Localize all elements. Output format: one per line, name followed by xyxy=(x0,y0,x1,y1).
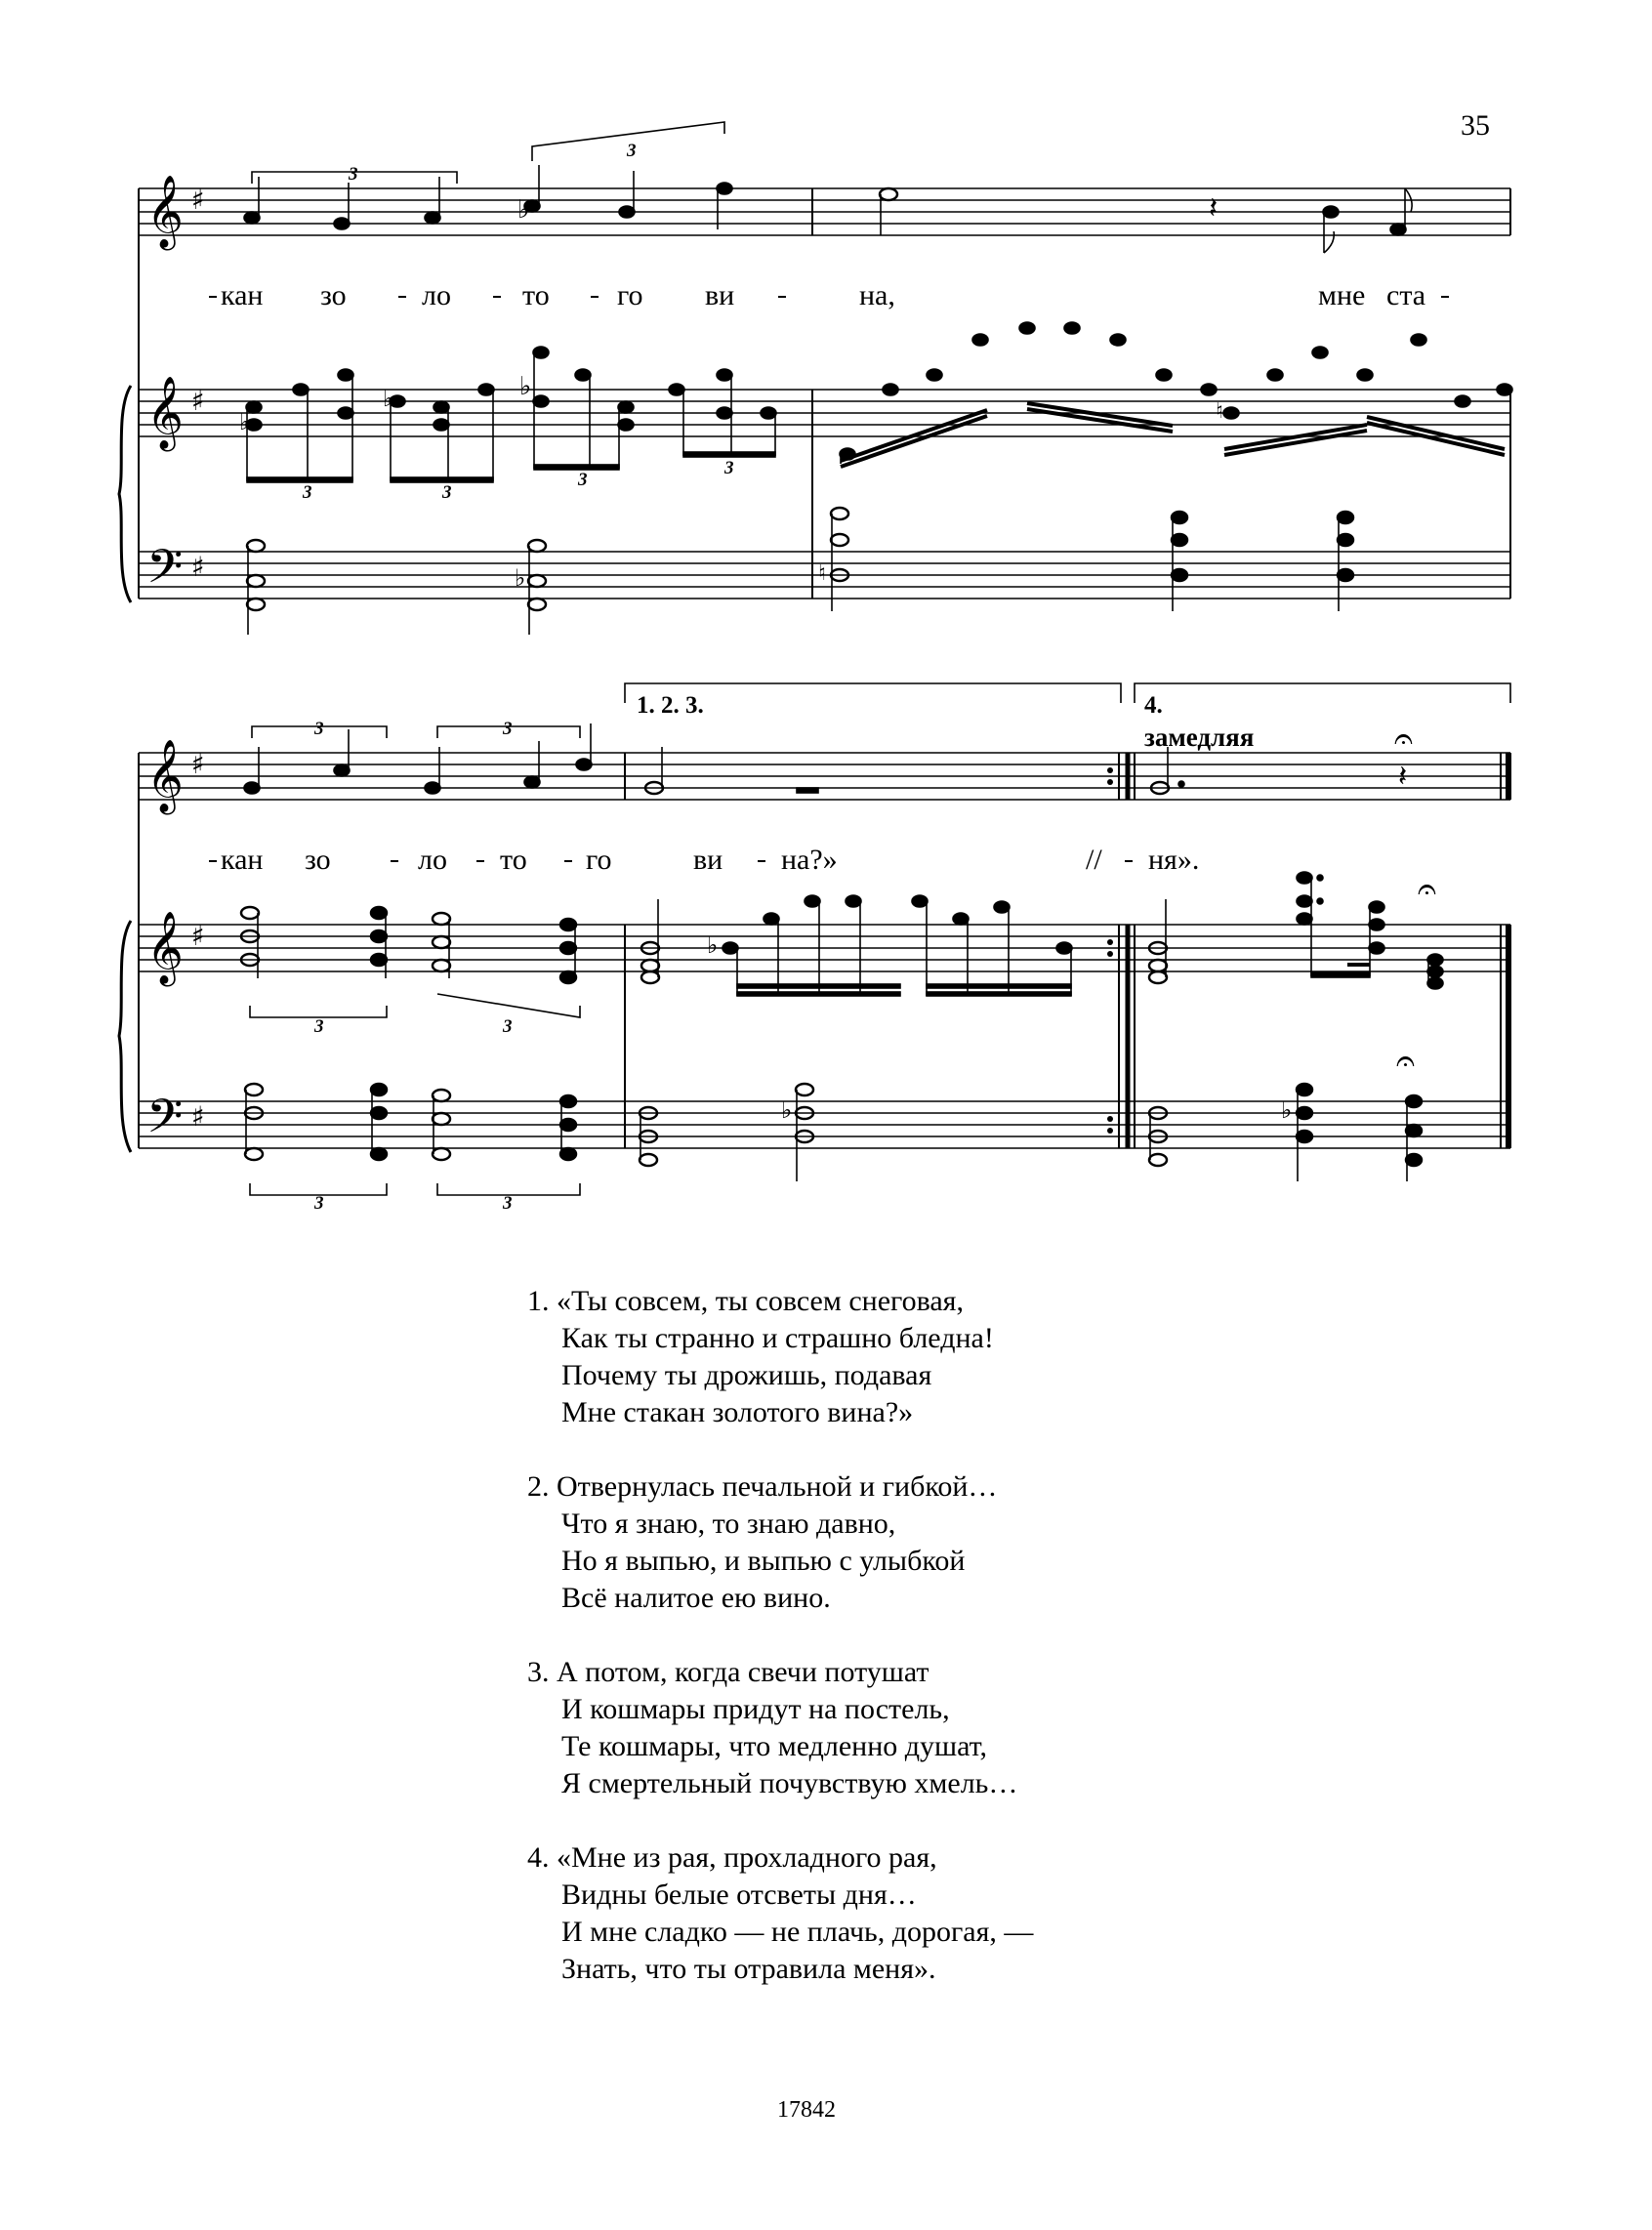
stanza-line: 1. «Ты совсем, ты совсем снеговая, xyxy=(527,1285,964,1317)
sharp-key-signature: ♯ xyxy=(191,748,205,780)
voice-notes-1 xyxy=(244,122,1412,253)
stanza-1 xyxy=(527,1283,1033,1431)
flat-accidental: ♭ xyxy=(517,195,530,225)
stanza-line: 2. Отвернулась печальной и гибкой… xyxy=(527,1470,998,1503)
tuplet-number: 3 xyxy=(314,719,324,739)
flat-accidental: ♭ xyxy=(383,385,394,412)
flat-accidental: ♭ xyxy=(1281,1096,1293,1124)
stanza-line: И мне сладко — не плачь, дорогая, — xyxy=(561,1916,1034,1948)
sharp-key-signature: ♯ xyxy=(191,184,205,216)
flat-accidental: ♭ xyxy=(519,372,532,401)
volta-first-ending: 1. 2. 3. xyxy=(637,692,704,719)
lyric-syllable: зо xyxy=(320,279,347,311)
bass-clef-icon: 𝄢 xyxy=(146,539,184,605)
lyric-syllable: ло xyxy=(422,279,451,311)
quarter-rest: 𝄽 xyxy=(1209,191,1218,226)
tuplet-number: 3 xyxy=(314,1016,324,1037)
stanza-line: Видны белые отсветы дня… xyxy=(561,1879,917,1911)
lyric-syllable: зо xyxy=(305,844,331,876)
lyric-syllable: го xyxy=(617,279,643,311)
tuplet-brackets-2 xyxy=(250,994,580,1017)
tuplet-number: 3 xyxy=(442,482,452,503)
tuplet-number: 3 xyxy=(627,141,637,161)
tuplet-number: 3 xyxy=(503,719,513,739)
lyric-syllable: то xyxy=(522,279,550,311)
piano-treble-run-2 xyxy=(723,895,1072,996)
fermata-icon: 𝄐 xyxy=(1418,870,1436,909)
lyrics-1 xyxy=(221,279,1425,311)
tuplet-brackets-bass-2 xyxy=(250,1183,580,1195)
tuplet-number: 3 xyxy=(578,470,588,490)
stanza-line: Всё налитое ею вино. xyxy=(561,1582,831,1614)
lyric-syllable: ло xyxy=(418,844,447,876)
stanza-line: Но я выпью, и выпью с улыбкой xyxy=(561,1545,966,1577)
bass-clef-icon: 𝄢 xyxy=(146,1089,184,1155)
lyric-syllable: на?» xyxy=(781,844,838,876)
lyric-syllable: на, xyxy=(859,279,895,311)
treble-clef-icon: 𝄞 xyxy=(146,377,184,449)
stanza-line: Почему ты дрожишь, подавая xyxy=(561,1359,932,1391)
stanza-3 xyxy=(527,1654,1033,1802)
stanza-line: Знать, что ты отравила меня». xyxy=(561,1953,936,1985)
lyric-syllable: то xyxy=(500,844,527,876)
volta-second-ending: 4. xyxy=(1144,692,1163,719)
tuplet-number: 3 xyxy=(503,1193,513,1211)
tuplet-number: 3 xyxy=(503,1016,513,1037)
stanza-line: Как ты странно и страшно бледна! xyxy=(561,1322,994,1354)
sharp-key-signature: ♯ xyxy=(191,551,205,583)
lyric-syllable: ня». xyxy=(1148,844,1200,876)
tuplet-number: 3 xyxy=(349,164,358,185)
lyric-syllable: го xyxy=(586,844,612,876)
tuplet-number: 3 xyxy=(303,482,312,503)
voice-notes-2 xyxy=(244,723,1184,794)
stanza-4 xyxy=(527,1839,1033,1988)
natural-accidental: ♮ xyxy=(818,561,826,586)
fermata-icon: 𝄐 xyxy=(1394,720,1413,759)
clefs-2 xyxy=(146,740,205,1155)
stanza-line: Те кошмары, что медленно душат, xyxy=(561,1730,988,1762)
stanza-line: Мне стакан золотого вина?» xyxy=(561,1396,914,1428)
system-1 xyxy=(119,188,1510,602)
piano-treble-notes-1 xyxy=(246,322,1512,482)
sharp-key-signature: ♯ xyxy=(191,920,205,952)
lyric-syllable: ви xyxy=(693,844,723,876)
page-number: 35 xyxy=(1461,109,1490,142)
treble-clef-icon: 𝄞 xyxy=(146,740,184,812)
piano-treble-staff-2 xyxy=(139,925,1510,971)
quarter-rest: 𝄽 xyxy=(1398,760,1408,794)
flat-accidental: ♭ xyxy=(707,931,719,959)
lyric-syllable: мне xyxy=(1318,279,1366,311)
piano-treble-notes-2 xyxy=(241,899,1167,983)
piano-bass-notes-1 xyxy=(247,508,1353,635)
stanza-line: Я смертельный почувствую хмель… xyxy=(561,1767,1018,1799)
sharp-key-signature: ♯ xyxy=(191,1100,205,1133)
sharp-key-signature: ♯ xyxy=(191,385,205,417)
stanza-line: И кошмары придут на постель, xyxy=(561,1693,950,1725)
flat-accidental: ♭ xyxy=(515,564,526,592)
fermata-icon: 𝄐 xyxy=(1396,1042,1415,1081)
tuplet-number: 3 xyxy=(724,458,734,478)
lyric-syllable: кан xyxy=(221,279,264,311)
plate-number: 17842 xyxy=(777,2097,836,2123)
tempo-marking: замедляя xyxy=(1144,723,1255,752)
flat-accidental: ♭ xyxy=(781,1096,793,1124)
lyrics-2 xyxy=(221,844,1199,876)
stanza-line: Что я знаю, то знаю давно, xyxy=(561,1507,896,1540)
treble-clef-icon: 𝄞 xyxy=(146,176,184,248)
lyric-syllable: ста xyxy=(1386,279,1426,311)
stanza-line: 3. А потом, когда свечи потушат xyxy=(527,1656,929,1688)
poem-text xyxy=(527,1283,1033,2025)
tuplet-number: 3 xyxy=(314,1193,324,1211)
treble-clef-icon: 𝄞 xyxy=(146,912,184,984)
stanza-line: 4. «Мне из рая, прохладного рая, xyxy=(527,1841,937,1874)
clefs-1 xyxy=(146,176,205,605)
stanza-2 xyxy=(527,1468,1033,1617)
repeat-dots xyxy=(1107,767,1113,1134)
lyric-syllable: кан xyxy=(221,844,264,876)
piano-bass-notes-2 xyxy=(245,1084,1422,1181)
lyric-syllable: ви xyxy=(705,279,735,311)
natural-accidental: ♮ xyxy=(1216,399,1223,424)
lyric-elision-mark: // xyxy=(1086,844,1102,876)
flat-accidental: ♭ xyxy=(239,408,251,435)
